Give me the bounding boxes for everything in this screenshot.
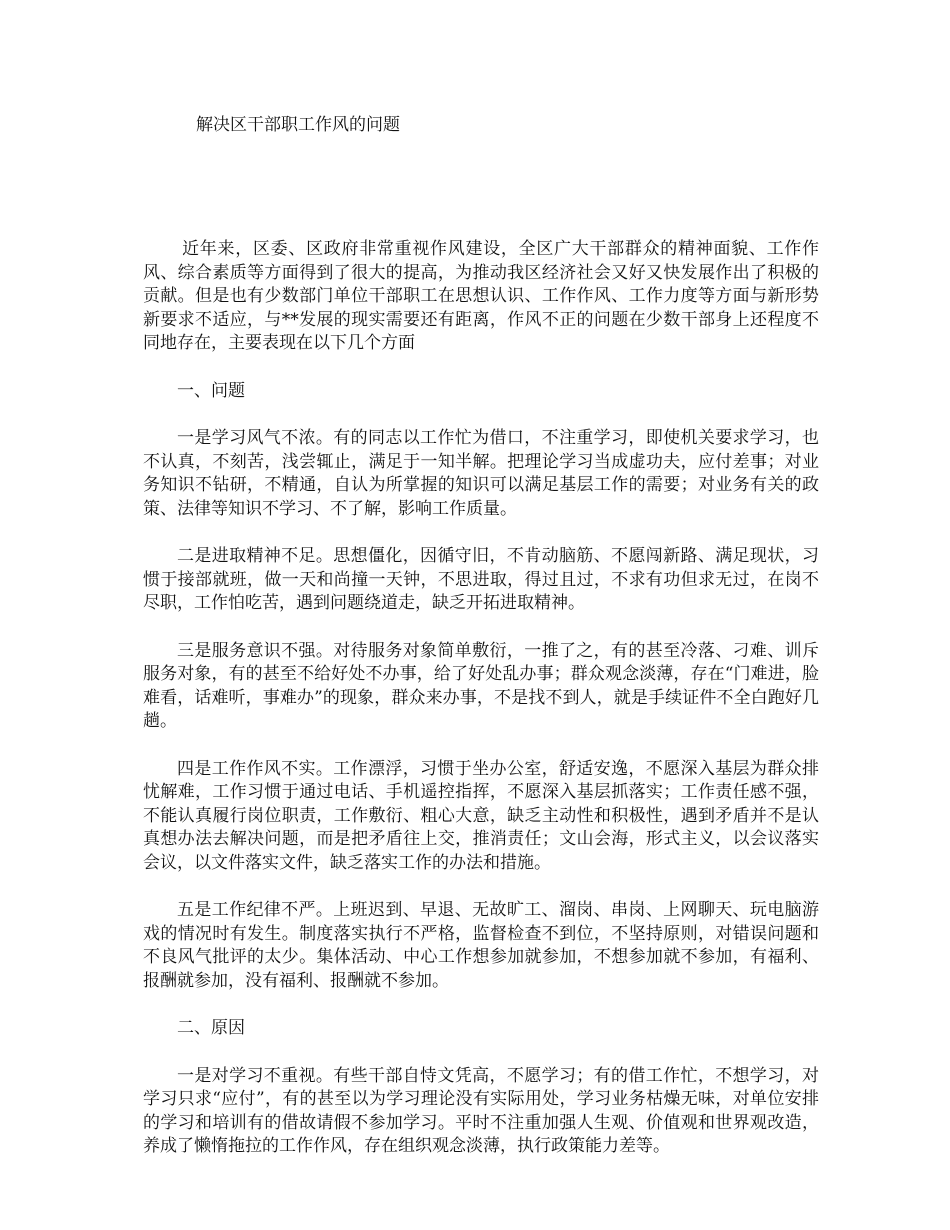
problem-paragraph-4: 四是工作作风不实。工作漂浮，习惯于坐办公室，舒适安逸，不愿深入基层为群众排忧解难，工作习惯于通过电话、手机遥控指挥，不愿深入基层抓落实；工作责任感不强，不能认真履行岗位职责，工作敷衍、粗心大意，缺乏主动性和积极性，遇到矛盾并不是认真想办法去解决问题，而是把矛盾往上交，推消责任；文山会海，形式主义，以会议落实会议，以文件落实文件，缺乏落实工作的办法和措施。 [143,758,819,873]
problem-paragraph-5: 五是工作纪律不严。上班迟到、早退、无故旷工、溜岗、串岗、上网聊天、玩电脑游戏的情况时有发生。制度落实执行不严格，监督检查不到位，不坚持原则，对错误问题和不良风气批评的太少。集体活动、中心工作想参加就参加，不想参加就不参加，有福利、报酬就参加，没有福利、报酬就不参加。 [143,900,819,991]
problem-paragraph-1: 一是学习风气不浓。有的同志以工作忙为借口，不注重学习，即使机关要求学习，也不认真，不刻苦，浅尝辄止，满足于一知半解。把理论学习当成虚功夫，应付差事；对业务知识不钻研，不精通，自认为所掌握的知识可以满足基层工作的需要；对业务有关的政策、法律等知识不学习、不了解，影响工作质量。 [143,428,819,519]
document-title: 解决区干部职工作风的问题 [196,115,400,135]
problem-paragraph-3: 三是服务意识不强。对待服务对象简单敷衍，一推了之，有的甚至冷落、刁难、训斥服务对象，有的甚至不给好处不办事，给了好处乱办事；群众观念淡薄，存在“门难进，脸难看，话难听，事难办”的现象，群众来办事，不是找不到人，就是手续证件不全白跑好几趟。 [143,640,819,731]
intro-paragraph: 近年来，区委、区政府非常重视作风建设，全区广大干部群众的精神面貌、工作作风、综合素质等方面得到了很大的提高，为推动我区经济社会又好又快发展作出了积极的贡献。但是也有少数部门单位干部职工在思想认识、工作作风、工作力度等方面与新形势新要求不适应，与**发展的现实需要还有距离，作风不正的问题在少数干部身上还程度不同地存在，主要表现在以下几个方面 [143,239,819,353]
problem-paragraph-2: 二是进取精神不足。思想僵化，因循守旧，不肯动脑筋、不愿闯新路、满足现状，习惯于接部就班，做一天和尚撞一天钟，不思进取，得过且过，不求有功但求无过，在岗不尽职，工作怕吃苦，遇到问题绕道走，缺乏开拓进取精神。 [143,546,819,613]
document-body [143,238,819,1183]
cause-paragraph-1: 一是对学习不重视。有些干部自恃文凭高，不愿学习；有的借工作忙，不想学习，对学习只求“应付”，有的甚至以为学习理论没有实际用处，学习业务枯燥无味，对单位安排的学习和培训有的借故请假不参加学习。平时不注重加强人生观、价值观和世界观改造，养成了懒惰拖拉的工作作风，存在组织观念淡薄，执行政策能力差等。 [143,1065,819,1156]
section-heading-problems: 一、问题 [177,380,245,401]
section-heading-causes: 二、原因 [177,1018,245,1038]
